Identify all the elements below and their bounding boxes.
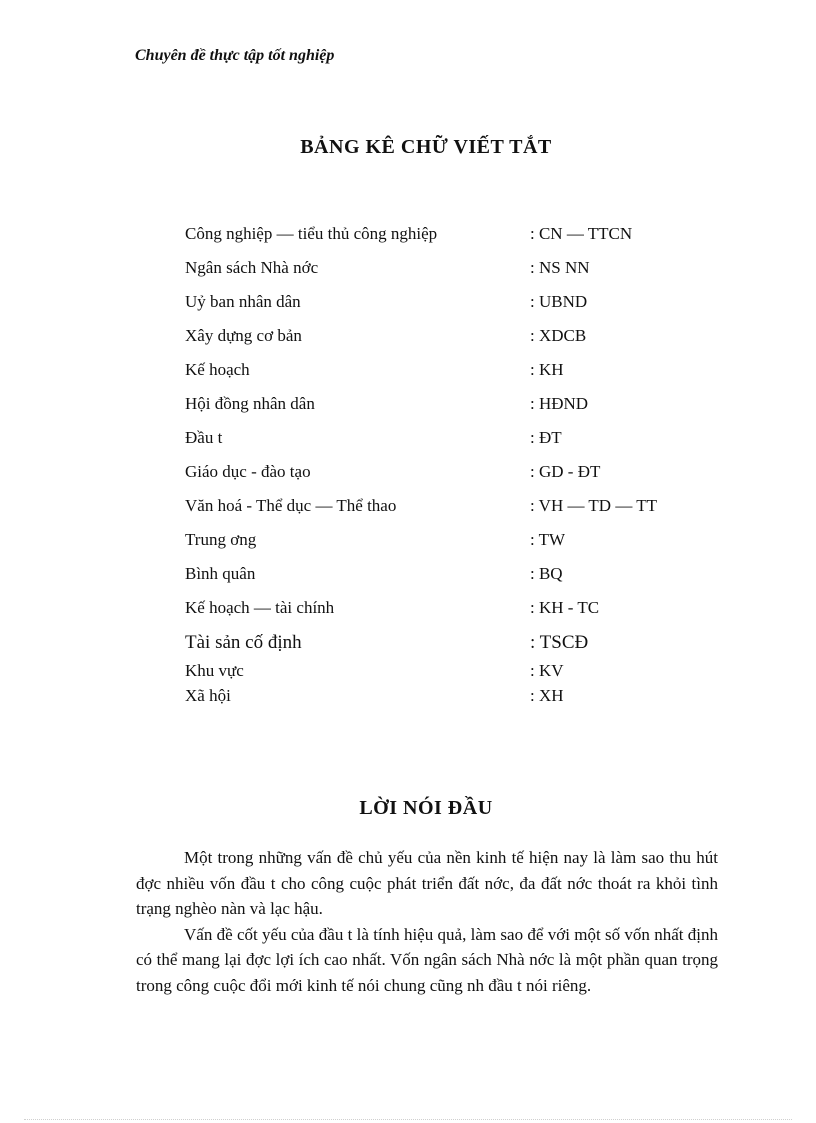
abbreviation-row (185, 598, 705, 632)
abbreviation-row (185, 462, 705, 496)
abbreviation-row (185, 686, 705, 711)
abbreviation-term: Khu vực (185, 661, 244, 680)
abbreviation-term: Kế hoạch — tài chính (185, 598, 335, 617)
abbreviation-row (185, 428, 705, 462)
abbreviation-term: Kế hoạch (185, 360, 250, 379)
abbreviation-term: Ngân sách Nhà nớc (185, 258, 319, 277)
abbreviation-code: : BQ (530, 564, 563, 583)
abbreviation-code: : TW (530, 530, 566, 549)
abbreviation-term: Trung ơng (185, 530, 257, 549)
abbreviation-code: : HĐND (530, 394, 589, 413)
abbreviation-code: : TSCĐ (530, 632, 589, 653)
abbreviation-code: : ĐT (530, 428, 562, 447)
abbreviation-row (185, 292, 705, 326)
abbreviation-code: : KH - TC (530, 598, 600, 617)
abbreviation-code: : VH — TD — TT (530, 496, 658, 515)
abbreviation-term: Tài sản cố định (185, 632, 302, 653)
abbreviation-code: : GD - ĐT (530, 462, 601, 481)
abbreviation-term: Uỷ ban nhân dân (185, 292, 301, 311)
abbreviation-code: : NS NN (530, 258, 590, 277)
abbreviation-row (185, 661, 705, 686)
abbreviation-code: : CN — TTCN (530, 224, 633, 243)
abbreviation-row (185, 564, 705, 598)
foreword-paragraph: Vấn đề cốt yếu của đầu t là tính hiệu quả, làm sao để với một số vốn nhất định có thể mang lại đợc lợi ích cao nhất. Vốn ngân sách Nhà nớc là một phần quan trọng trong công cuộc đổi mới kinh tế nói chung cũng nh đầu t nói riêng. (136, 924, 718, 995)
abbreviation-term: Hội đồng nhân dân (185, 394, 315, 413)
abbreviation-term: Xã hội (185, 686, 231, 705)
abbreviations-title: BẢNG KÊ CHỮ VIẾT TẮT (300, 136, 552, 158)
foreword-title: LỜI NÓI ĐẦU (359, 797, 493, 819)
abbreviation-term: Công nghiệp — tiểu thủ công nghiệp (185, 224, 438, 243)
abbreviation-term: Xây dựng cơ bản (185, 326, 302, 345)
abbreviations-list (185, 224, 705, 711)
abbreviation-row (185, 258, 705, 292)
abbreviation-term: Bình quân (185, 564, 256, 583)
abbreviation-row (185, 632, 705, 661)
abbreviation-code: : KV (530, 661, 564, 680)
abbreviation-code: : UBND (530, 292, 588, 311)
abbreviation-code: : XDCB (530, 326, 587, 345)
abbreviation-row (185, 360, 705, 394)
abbreviation-term: Giáo dục - đào tạo (185, 462, 311, 481)
abbreviation-code: : XH (530, 686, 564, 705)
running-header: Chuyên đề thực tập tốt nghiệp (135, 47, 335, 64)
abbreviation-row (185, 394, 705, 428)
abbreviation-term: Văn hoá - Thể dục — Thể thao (185, 496, 397, 515)
abbreviation-row (185, 496, 705, 530)
page-bottom-rule (24, 1119, 792, 1120)
abbreviation-row (185, 530, 705, 564)
foreword-body (136, 845, 718, 998)
abbreviation-row (185, 326, 705, 360)
foreword-paragraph: Một trong những vấn đề chủ yếu của nền kinh tế hiện nay là làm sao thu hút đợc nhiều vốn đầu t cho công cuộc phát triển đất nớc, đa đất nớc thoát ra khỏi tình trạng nghèo nàn và lạc hậu. (136, 848, 718, 918)
abbreviation-code: : KH (530, 360, 564, 379)
abbreviation-row (185, 224, 705, 258)
abbreviation-term: Đầu t (185, 428, 223, 447)
